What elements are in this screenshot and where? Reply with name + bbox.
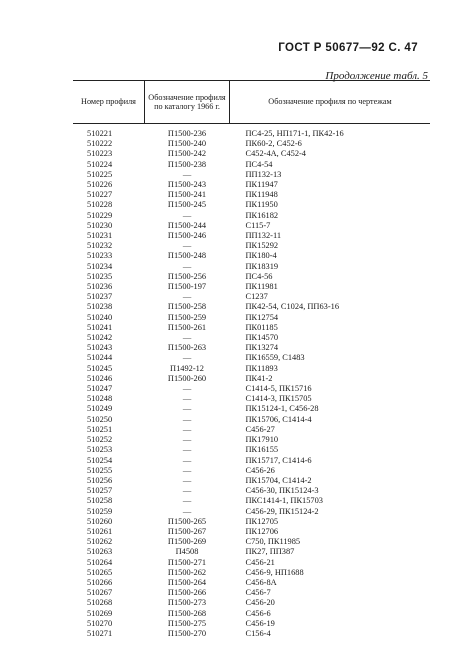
catalog-designation-cell: П1500-266: [167, 588, 207, 598]
drawing-designation-cell: ПК18319: [245, 261, 279, 271]
profile-number-cell: 510255: [87, 465, 113, 475]
profile-number-cell: 510269: [87, 608, 113, 618]
profile-number-cell: 510238: [87, 302, 113, 312]
drawing-designation-cell: С452-4А, С452-4: [245, 149, 306, 159]
drawing-designation-cell: ПК12706: [245, 526, 279, 536]
drawing-designation-cell: ПК15717, С1414-6: [245, 455, 312, 465]
profile-number-cell: 510246: [87, 373, 113, 383]
catalog-designation-cell: —: [182, 414, 192, 424]
profile-number-cell: 510221: [87, 129, 113, 138]
catalog-designation-cell: П1500-246: [167, 231, 207, 241]
profile-number-cell: 510231: [87, 231, 113, 241]
drawing-designation-cell: ПК41-2: [245, 373, 273, 383]
profile-number-cell: 510241: [87, 322, 113, 332]
profile-table: [73, 80, 430, 639]
catalog-designation-cell: П4508: [175, 547, 199, 557]
catalog-designation-cell: П1500-197: [167, 282, 207, 292]
table-row: [73, 251, 430, 261]
drawing-designation-cell: С456-21: [245, 557, 275, 567]
profile-number-cell: 510247: [87, 384, 113, 394]
profile-number-cell: 510254: [87, 455, 113, 465]
profile-number-cell: 510235: [87, 271, 113, 281]
profile-number-cell: 510252: [87, 435, 113, 445]
catalog-designation-cell: П1500-259: [167, 312, 207, 322]
catalog-designation-cell: П1500-241: [167, 190, 207, 200]
catalog-designation-cell: —: [182, 292, 192, 302]
catalog-designation-cell: П1500-269: [167, 537, 207, 547]
table-row: [73, 231, 430, 241]
drawing-designation-cell: С456-6: [245, 608, 271, 618]
catalog-designation-cell: —: [182, 445, 192, 455]
table-row: [73, 170, 430, 180]
catalog-designation-cell: П1500-258: [167, 302, 207, 312]
profile-number-cell: 510264: [87, 557, 113, 567]
table-row: [73, 547, 430, 557]
profile-number-cell: 510222: [87, 139, 113, 149]
table-row: [73, 262, 430, 272]
profile-number-cell: 510240: [87, 312, 113, 322]
catalog-designation-cell: П1500-260: [167, 373, 207, 383]
profile-number-cell: 510228: [87, 200, 113, 210]
catalog-designation-cell: —: [182, 210, 192, 220]
profile-number-cell: 510268: [87, 598, 113, 608]
catalog-designation-cell: —: [182, 506, 192, 516]
table-row: [73, 568, 430, 578]
drawing-designation-cell: ПК27, ПП387: [245, 547, 295, 557]
profile-number-cell: 510243: [87, 343, 113, 353]
table-row: [73, 323, 430, 333]
profile-number-cell: 510261: [87, 526, 113, 536]
table-row: [73, 190, 430, 200]
profile-number-cell: 510224: [87, 159, 113, 169]
drawing-designation-cell: С456-29, ПК15124-2: [245, 506, 319, 516]
catalog-designation-cell: П1500-262: [167, 567, 207, 577]
table-row: [73, 272, 430, 282]
profile-number-cell: 510226: [87, 180, 113, 190]
catalog-designation-cell: П1500-264: [167, 577, 207, 587]
drawing-designation-cell: ПК60-2, С452-6: [245, 139, 302, 149]
profile-number-cell: 510249: [87, 404, 113, 414]
table-header-row: [73, 81, 430, 124]
table-row: [73, 558, 430, 568]
table-row: [73, 425, 430, 435]
drawing-designation-cell: С456-27: [245, 424, 275, 434]
catalog-designation-cell: П1500-275: [167, 618, 207, 628]
table-row: [73, 466, 430, 476]
profile-number-cell: 510262: [87, 537, 113, 547]
table-row: [73, 302, 430, 312]
table-row: [73, 124, 430, 140]
profile-number-cell: 510266: [87, 577, 113, 587]
drawing-designation-cell: С1237: [245, 292, 268, 302]
drawing-designation-cell: С456-20: [245, 598, 275, 608]
catalog-designation-cell: П1492-12: [170, 363, 204, 373]
column-header-catalog: Обозначение профиля по каталогу 1966 г.: [145, 81, 230, 124]
drawing-designation-cell: ПК11950: [245, 200, 278, 210]
profile-number-cell: 510234: [87, 261, 113, 271]
catalog-designation-cell: П1500-270: [167, 628, 207, 638]
table-row: [73, 160, 430, 170]
drawing-designation-cell: С456-26: [245, 465, 275, 475]
catalog-designation-cell: П1500-240: [167, 139, 207, 149]
profile-number-cell: 510237: [87, 292, 113, 302]
catalog-designation-cell: —: [182, 435, 192, 445]
table-row: [73, 517, 430, 527]
drawing-designation-cell: ПК16155: [245, 445, 279, 455]
table-row: [73, 629, 430, 639]
table-row: [73, 537, 430, 547]
drawing-designation-cell: С456-19: [245, 618, 275, 628]
table-row: [73, 578, 430, 588]
profile-number-cell: 510258: [87, 496, 113, 506]
catalog-designation-cell: —: [182, 475, 192, 485]
drawing-designation-cell: ПКС1414-1, ПК15703: [245, 496, 323, 506]
profile-number-cell: 510250: [87, 414, 113, 424]
table-row: [73, 364, 430, 374]
drawing-designation-cell: ПК15706, С1414-4: [245, 414, 312, 424]
catalog-designation-cell: —: [182, 455, 192, 465]
table-body: [73, 124, 430, 640]
catalog-designation-cell: —: [182, 169, 192, 179]
catalog-designation-cell: П1500-265: [167, 516, 207, 526]
table-row: [73, 200, 430, 210]
profile-number-cell: 510242: [87, 333, 113, 343]
catalog-designation-cell: П1500-261: [167, 322, 207, 332]
table-row: [73, 435, 430, 445]
table-row: [73, 415, 430, 425]
drawing-designation-cell: ПК12705: [245, 516, 279, 526]
drawing-designation-cell: С456-8А: [245, 577, 277, 587]
drawing-designation-cell: ПК13274: [245, 343, 279, 353]
table-row: [73, 486, 430, 496]
table-row: [73, 139, 430, 149]
drawing-designation-cell: ПК11947: [245, 180, 278, 190]
profile-number-cell: 510251: [87, 424, 113, 434]
catalog-designation-cell: П1500-244: [167, 220, 207, 230]
drawing-designation-cell: ПП132-13: [245, 169, 282, 179]
profile-number-cell: 510245: [87, 363, 113, 373]
catalog-designation-cell: —: [182, 465, 192, 475]
drawing-designation-cell: С456-9, НП1688: [245, 567, 304, 577]
table-row: [73, 445, 430, 455]
catalog-designation-cell: —: [182, 394, 192, 404]
drawing-designation-cell: ПК12754: [245, 312, 279, 322]
catalog-designation-cell: —: [182, 486, 192, 496]
profile-number-cell: 510256: [87, 475, 113, 485]
table-row: [73, 149, 430, 159]
drawing-designation-cell: С1414-5, ПК15716: [245, 384, 312, 394]
profile-number-cell: 510230: [87, 220, 113, 230]
drawing-designation-cell: ПК42-54, С1024, ПП63-16: [245, 302, 340, 312]
table-row: [73, 211, 430, 221]
table-row: [73, 384, 430, 394]
drawing-designation-cell: ПС4-54: [245, 159, 273, 169]
catalog-designation-cell: —: [182, 241, 192, 251]
drawing-designation-cell: С156-4: [245, 628, 271, 638]
catalog-designation-cell: П1500-236: [167, 129, 207, 138]
catalog-designation-cell: П1500-271: [167, 557, 207, 567]
catalog-designation-cell: П1500-273: [167, 598, 207, 608]
catalog-designation-cell: —: [182, 404, 192, 414]
table-row: [73, 507, 430, 517]
profile-number-cell: 510223: [87, 149, 113, 159]
table-row: [73, 221, 430, 231]
catalog-designation-cell: П1500-268: [167, 608, 207, 618]
catalog-designation-cell: —: [182, 424, 192, 434]
catalog-designation-cell: —: [182, 353, 192, 363]
table-row: [73, 313, 430, 323]
profile-number-cell: 510225: [87, 169, 113, 179]
profile-number-cell: 510259: [87, 506, 113, 516]
catalog-designation-cell: П1500-245: [167, 200, 207, 210]
drawing-designation-cell: ПК14570: [245, 333, 279, 343]
catalog-designation-cell: —: [182, 384, 192, 394]
column-header-number: Номер профиля: [73, 81, 145, 124]
profile-number-cell: 510244: [87, 353, 113, 363]
profile-number-cell: 510227: [87, 190, 113, 200]
table-row: [73, 241, 430, 251]
catalog-designation-cell: —: [182, 496, 192, 506]
profile-number-cell: 510257: [87, 486, 113, 496]
table-row: [73, 619, 430, 629]
profile-number-cell: 510253: [87, 445, 113, 455]
drawing-designation-cell: ПС4-56: [245, 271, 273, 281]
profile-number-cell: 510263: [87, 547, 113, 557]
table-row: [73, 456, 430, 466]
table-row: [73, 588, 430, 598]
profile-number-cell: 510233: [87, 251, 113, 261]
column-header-drawing: Обозначение профиля по чертежам: [230, 81, 431, 124]
drawing-designation-cell: ПК17910: [245, 435, 279, 445]
table-row: [73, 609, 430, 619]
catalog-designation-cell: П1500-242: [167, 149, 207, 159]
profile-number-cell: 510236: [87, 282, 113, 292]
table-row: [73, 374, 430, 384]
catalog-designation-cell: П1500-256: [167, 271, 207, 281]
catalog-designation-cell: —: [182, 261, 192, 271]
table-row: [73, 353, 430, 363]
table-continuation-caption: Продолжение табл. 5: [325, 70, 428, 82]
drawing-designation-cell: ПК15704, С1414-2: [245, 475, 312, 485]
drawing-designation-cell: С456-7: [245, 588, 271, 598]
table-row: [73, 476, 430, 486]
catalog-designation-cell: П1500-238: [167, 159, 207, 169]
table-row: [73, 282, 430, 292]
profile-number-cell: 510265: [87, 567, 113, 577]
drawing-designation-cell: ПК11893: [245, 363, 278, 373]
page-header: ГОСТ Р 50677—92 С. 47: [278, 42, 418, 54]
table-row: [73, 598, 430, 608]
profile-number-cell: 510232: [87, 241, 113, 251]
table-row: [73, 292, 430, 302]
drawing-designation-cell: С456-30, ПК15124-3: [245, 486, 319, 496]
drawing-designation-cell: ПК01185: [245, 322, 278, 332]
profile-number-cell: 510271: [87, 628, 113, 638]
catalog-designation-cell: П1500-243: [167, 180, 207, 190]
drawing-designation-cell: С1414-3, ПК15705: [245, 394, 312, 404]
drawing-designation-cell: ПК16182: [245, 210, 279, 220]
drawing-designation-cell: ПС4-25, НП171-1, ПК42-16: [245, 129, 344, 138]
catalog-designation-cell: П1500-248: [167, 251, 207, 261]
table-row: [73, 404, 430, 414]
drawing-designation-cell: ПК15292: [245, 241, 279, 251]
drawing-designation-cell: ПП132-11: [245, 231, 282, 241]
table-row: [73, 343, 430, 353]
profile-number-cell: 510260: [87, 516, 113, 526]
catalog-designation-cell: П1500-267: [167, 526, 207, 536]
drawing-designation-cell: С750, ПК11985: [245, 537, 301, 547]
table-row: [73, 180, 430, 190]
table-row: [73, 496, 430, 506]
drawing-designation-cell: ПК11948: [245, 190, 278, 200]
profile-number-cell: 510270: [87, 618, 113, 628]
profile-number-cell: 510267: [87, 588, 113, 598]
table-row: [73, 394, 430, 404]
drawing-designation-cell: ПК16559, С1483: [245, 353, 305, 363]
catalog-designation-cell: —: [182, 333, 192, 343]
drawing-designation-cell: ПК180-4: [245, 251, 277, 261]
table-row: [73, 333, 430, 343]
table-row: [73, 527, 430, 537]
catalog-designation-cell: П1500-263: [167, 343, 207, 353]
profile-number-cell: 510248: [87, 394, 113, 404]
drawing-designation-cell: С115-7: [245, 220, 271, 230]
drawing-designation-cell: ПК15124-1, С456-28: [245, 404, 319, 414]
profile-number-cell: 510229: [87, 210, 113, 220]
drawing-designation-cell: ПК11981: [245, 282, 278, 292]
